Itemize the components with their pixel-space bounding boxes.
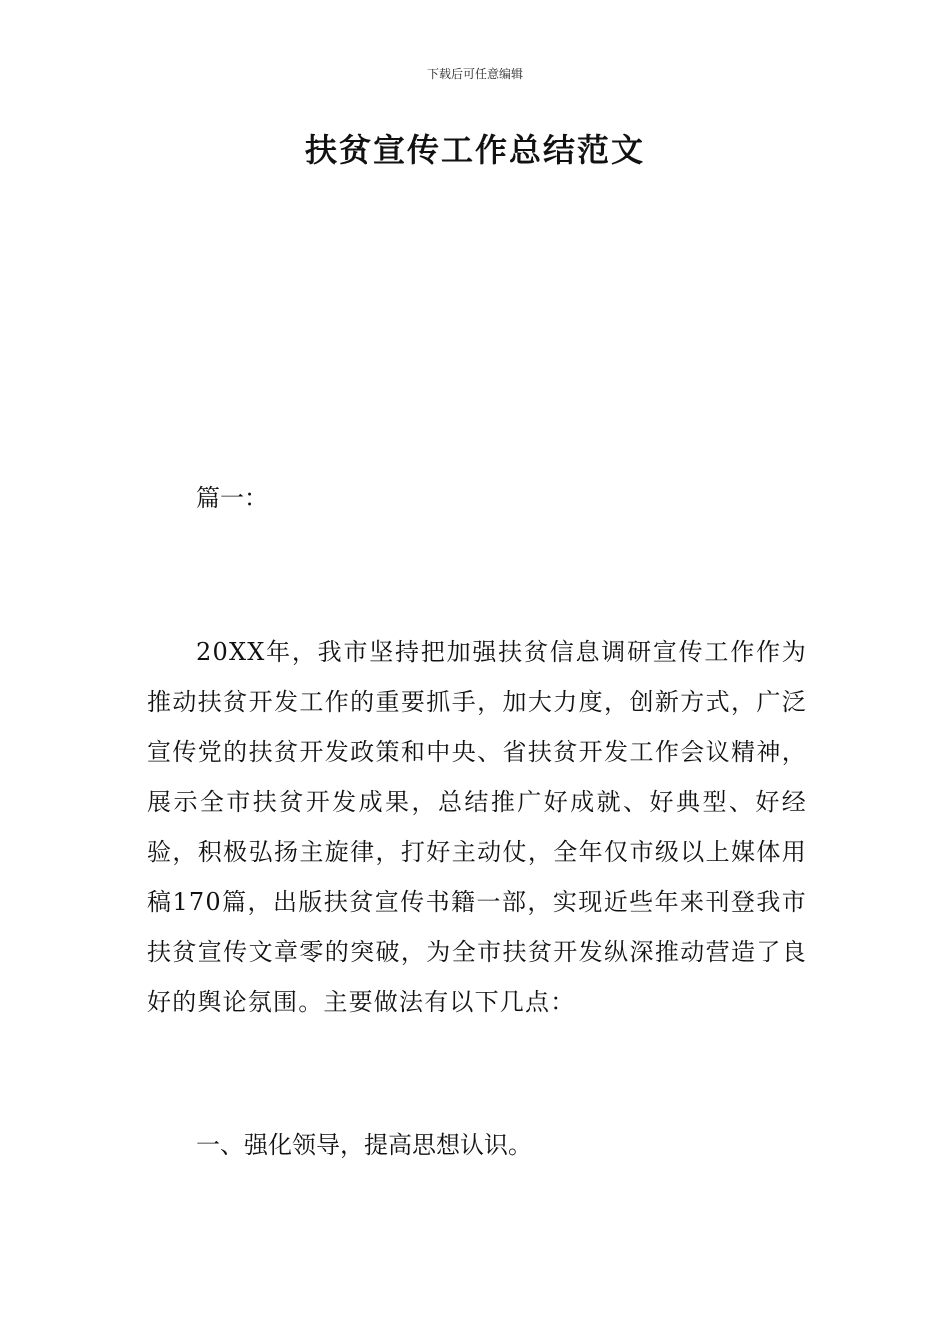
header-note: 下载后可任意编辑	[426, 67, 523, 81]
body-paragraph: 20XX年，我市坚持把加强扶贫信息调研宣传工作作为推动扶贫开发工作的重要抓手，加大力度，创新方式，广泛宣传党的扶贫开发政策和中央、省扶贫开发工作会议精神，展示全市扶贫开发成果，总结推广好成就、好典型、好经验，积极弘扬主旋律，打好主动仗，全年仅市级以上媒体用稿170篇，出版扶贫宣传书籍一部，实现近些年来刊登我市扶贫宣传文章零的突破，为全市扶贫开发纵深推动营造了良好的舆论氛围。主要做法有以下几点：	[147, 638, 807, 1016]
subheading: 一、强化领导，提高思想认识。	[196, 1131, 532, 1159]
document-title: 扶贫宣传工作总结范文	[304, 131, 645, 169]
section-label: 篇一：	[196, 484, 268, 512]
